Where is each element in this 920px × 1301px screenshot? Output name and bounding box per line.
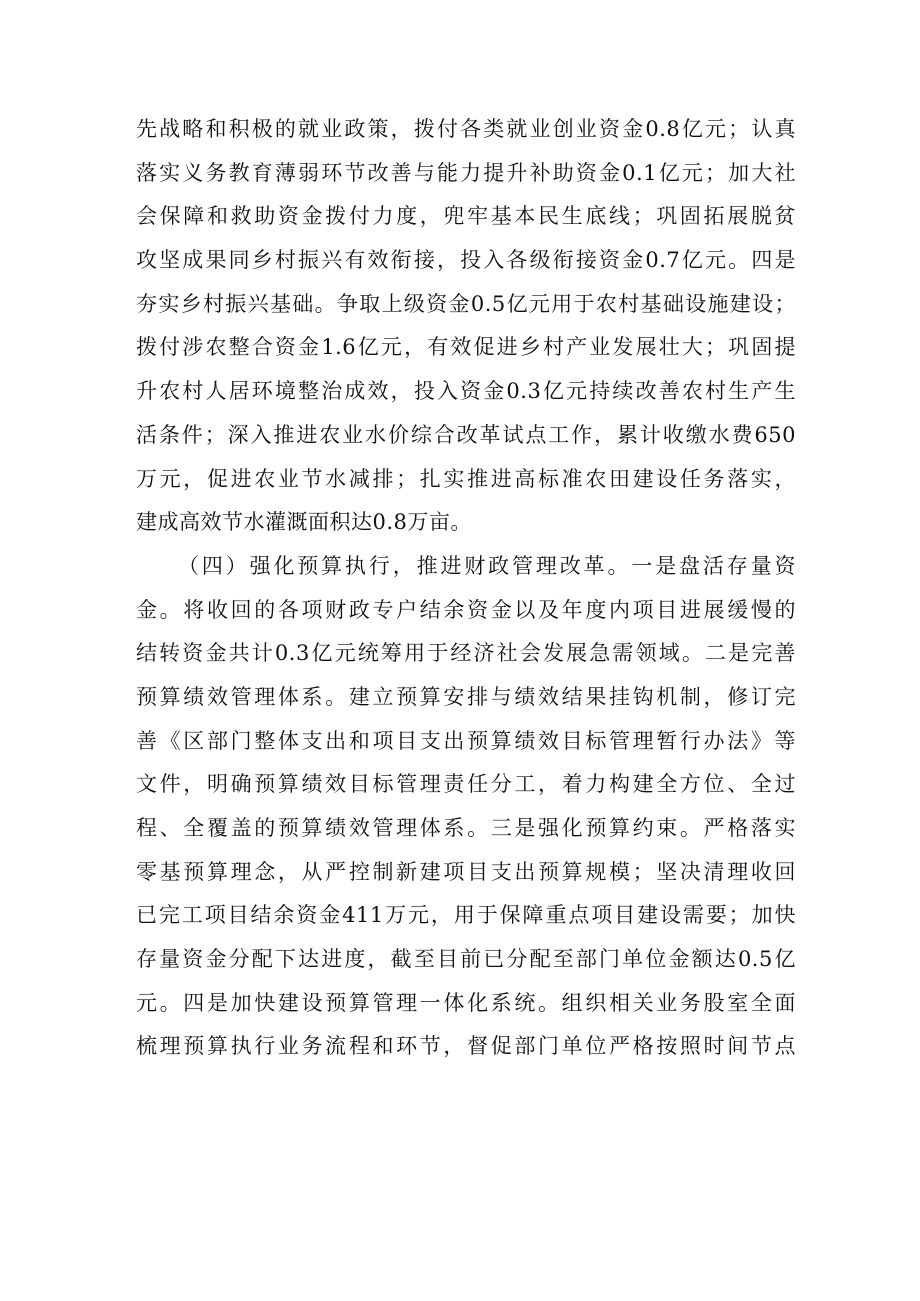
text-line: 夯实乡村振兴基础。争取上级资金0.5亿元用于农村基础设施建设； bbox=[136, 291, 796, 316]
text-line: 落实义务教育薄弱环节改善与能力提升补助资金0.1亿元；加大社 bbox=[136, 160, 796, 185]
text-line: 存量资金分配下达进度，截至目前已分配至部门单位金额达0.5亿 bbox=[136, 947, 796, 972]
text-line: 攻坚成果同乡村振兴有效衔接，投入各级衔接资金0.7亿元。四是 bbox=[136, 248, 796, 273]
text-line: 梳理预算执行业务流程和环节，督促部门单位严格按照时间节点 bbox=[136, 1034, 796, 1059]
text-line: 先战略和积极的就业政策，拨付各类就业创业资金0.8亿元；认真 bbox=[136, 117, 796, 141]
text-line: 文件，明确预算绩效目标管理责任分工，着力构建全方位、全过 bbox=[136, 772, 796, 797]
text-line: 会保障和救助资金拨付力度，兜牢基本民生底线；巩固拓展脱贫 bbox=[136, 204, 796, 229]
text-line: 拨付涉农整合资金1.6亿元，有效促进乡村产业发展壮大；巩固提 bbox=[136, 335, 796, 360]
text-line: 程、全覆盖的预算绩效管理体系。三是强化预算约束。严格落实 bbox=[136, 816, 796, 840]
body-text bbox=[136, 108, 796, 1069]
text-line: 万元，促进农业节水减排；扎实推进高标准农田建设任务落实， bbox=[136, 466, 796, 491]
text-line: 元。四是加快建设预算管理一体化系统。组织相关业务股室全面 bbox=[136, 990, 796, 1015]
section-heading-line: （四）强化预算执行，推进财政管理改革。一是盘活存量资 bbox=[178, 553, 796, 578]
text-line: 预算绩效管理体系。建立预算安排与绩效结果挂钩机制，修订完 bbox=[136, 684, 796, 709]
text-line: 升农村人居环境整治成效，投入资金0.3亿元持续改善农村生产生 bbox=[136, 379, 796, 404]
text-line: 善《区部门整体支出和项目支出预算绩效目标管理暂行办法》等 bbox=[136, 728, 796, 753]
text-line: 结转资金共计0.3亿元统筹用于经济社会发展急需领域。二是完善 bbox=[136, 641, 796, 666]
text-line: 金。将收回的各项财政专户结余资金以及年度内项目进展缓慢的 bbox=[136, 597, 796, 622]
text-line: 建成高效节水灌溉面积达0.8万亩。 bbox=[136, 510, 472, 535]
text-line: 零基预算理念，从严控制新建项目支出预算规模；坚决清理收回 bbox=[136, 859, 796, 884]
text-line: 活条件；深入推进农业水价综合改革试点工作，累计收缴水费650 bbox=[136, 422, 796, 447]
text-line: 已完工项目结余资金411万元，用于保障重点项目建设需要；加快 bbox=[136, 903, 796, 928]
